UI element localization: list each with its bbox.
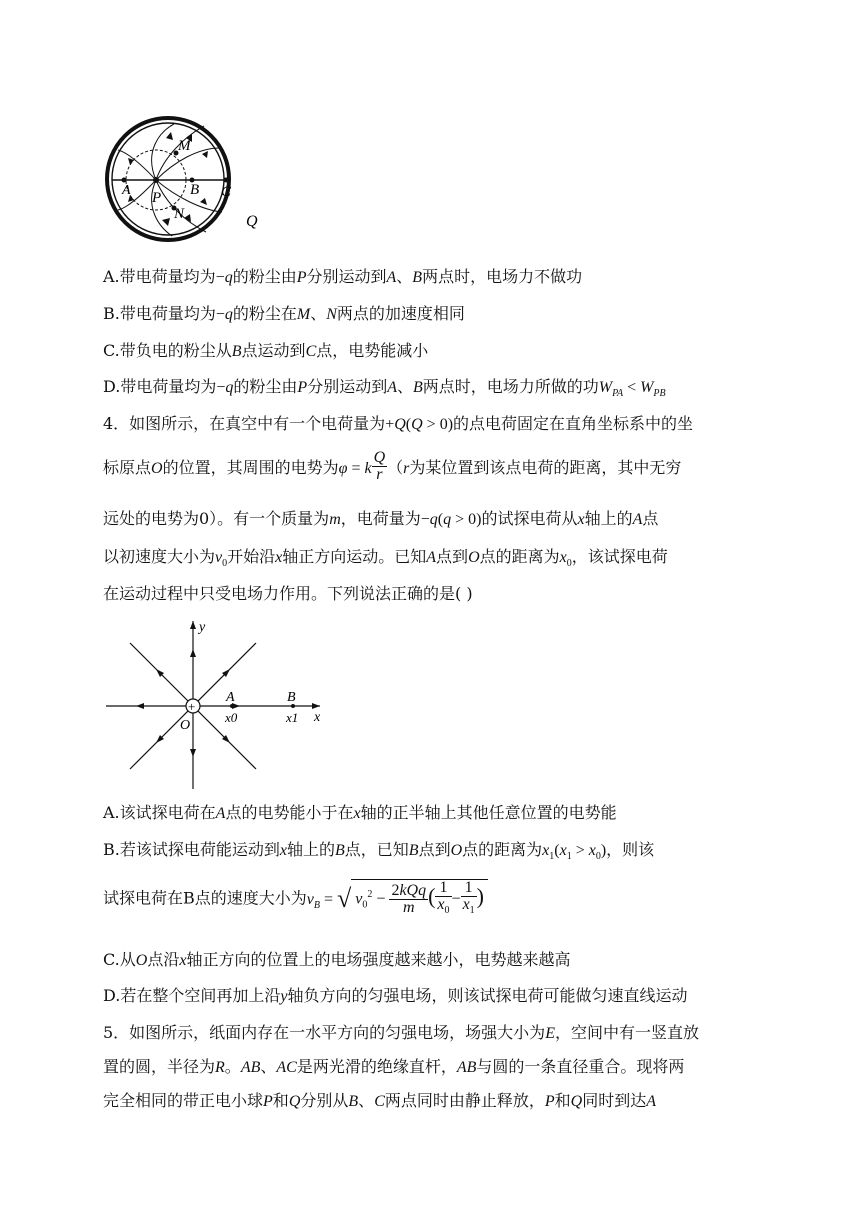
q4-option-b2: 试探电荷在B点的速度大小为$v_B$ = √ $v_0^2$ − $\frac{\text{2kQq}}{m}$ ( $\frac{1}{x_0}$ − $\frac{1}{x_1}$ ) [103, 879, 488, 919]
label-A2: A [226, 690, 235, 705]
q5-line3: 完全相同的带正电小球P和Q分别从B、C两点同时由静止释放，P和Q同时到达A [103, 1091, 657, 1110]
q5-line2: 置的圆，半径为R。AB、AC是两光滑的绝缘直杆，AB与圆的一条直径重合。现将两 [103, 1057, 685, 1076]
charge-plus: + [188, 699, 196, 714]
label-x1: x1 [286, 710, 299, 725]
q4-line5: 在运动过程中只受电场力作用。下列说法正确的是( ) [103, 584, 473, 603]
label-M: M [178, 138, 191, 154]
q4-option-c: C.从O点沿x轴正方向的位置上的电场强度越来越小，电势越来越高 [103, 950, 571, 969]
q4-option-d: D.若在整个空间再加上沿y轴负方向的匀强电场，则该试探电荷可能做匀速直线运动 [103, 986, 688, 1005]
q3-option-a: A.带电荷量均为−q的粉尘由P分别运动到A、B两点时，电场力不做功 [103, 267, 583, 286]
label-C: C [221, 184, 232, 200]
point-charge-figure [100, 617, 332, 793]
label-P: P [152, 190, 162, 206]
label-x: x [314, 710, 321, 725]
q3-option-b: B.带电荷量均为−q的粉尘在M、N两点的加速度相同 [103, 304, 465, 323]
q5-line1: 5．如图所示，纸面内存在一水平方向的匀强电场，场强大小为E，空间中有一竖直放 [103, 1023, 699, 1042]
q4-line1: 4．如图所示，在真空中有一个电荷量为+Q(Q > 0)的点电荷固定在直角坐标系中的坐 [103, 414, 694, 433]
q4-line2: 标原点O的位置，其周围的电势为φ = k $\frac{Q}{r}$ （r为某位置到该点电荷的距离，其中无穷 [103, 449, 682, 483]
label-A: A [122, 183, 131, 198]
q4-option-a: A.该试探电荷在A点的电势能小于在x轴的正半轴上其他任意位置的电势能 [103, 803, 617, 822]
q4-line4: 以初速度大小为$v_0$开始沿x轴正方向运动。已知A点到O点的距离为$x_0$，该试探电荷 [103, 547, 668, 570]
label-O: O [180, 718, 191, 733]
q3-option-c: C.带负电的粉尘从B点运动到C点，电势能减小 [103, 341, 429, 360]
label-N: N [174, 206, 185, 222]
label-y: y [199, 620, 206, 635]
q4-option-b1: B.若该试探电荷能运动到x轴上的B点，已知B点到O点的距离为$x_1(x_1 > x_0)$，则该 [103, 840, 655, 863]
label-Q: Q [246, 213, 258, 230]
q4-line3: 远处的电势为0）。有一个质量为m，电荷量为−q(q > 0)的试探电荷从x轴上的A点 [103, 509, 659, 528]
q3-option-d: D.带电荷量均为−q的粉尘由P分别运动到A、B两点时，电场力所做的功$W_{PA} < W_{PB}$ [103, 377, 666, 400]
field-circle-figure [104, 112, 268, 246]
inner-ring [112, 123, 224, 235]
label-B2: B [287, 690, 296, 705]
label-x0: x0 [225, 710, 238, 725]
label-B: B [190, 182, 200, 198]
